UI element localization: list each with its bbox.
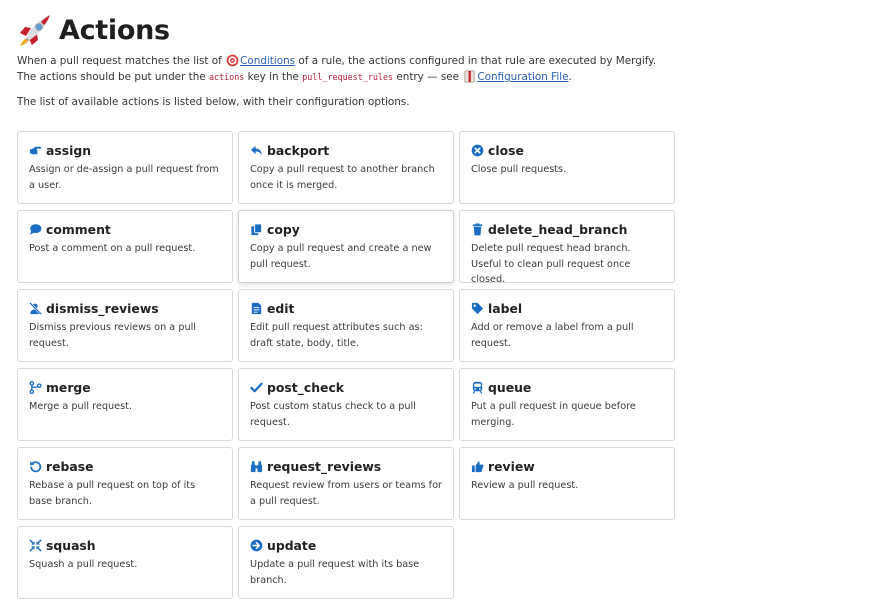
circle-x-icon [471,144,484,157]
rotate-left-icon [29,460,42,473]
action-card-assign[interactable] [17,131,233,204]
edit-document-icon [250,302,263,315]
configuration-file-link[interactable]: Configuration File [477,71,569,83]
action-title: assign [46,142,92,158]
action-title: delete_head_branch [488,221,628,237]
conditions-link[interactable]: Conditions [240,55,296,67]
action-card-rebase[interactable] [17,447,233,520]
action-card-merge[interactable] [17,368,233,441]
reply-arrow-icon [250,144,263,157]
action-description: Close pull requests. [471,164,567,175]
thumbs-up-icon [471,460,484,473]
action-title: rebase [46,458,94,474]
action-card-edit[interactable] [238,289,454,362]
page-title: Actions [59,14,170,46]
action-title: dismiss_reviews [46,300,159,316]
action-card-queue[interactable] [459,368,675,441]
action-description: Update a pull request with its base branch. [250,559,420,586]
action-card-label[interactable] [459,289,675,362]
pull-request-rules-code: pull_request_rules [302,72,394,82]
intro-text-3: key in the [247,71,299,83]
action-title: label [488,300,523,316]
page-header [17,10,170,50]
action-title: edit [267,300,295,316]
book-icon [463,70,476,83]
action-title: comment [46,221,111,237]
action-description: Assign or de-assign a pull request from a user. [29,164,219,191]
git-merge-icon [29,381,42,394]
action-title: queue [488,379,532,395]
action-card-dismiss-reviews[interactable] [17,289,233,362]
action-title: close [488,142,524,158]
action-title: squash [46,537,96,553]
binoculars-icon [250,460,263,473]
action-description: Copy a pull request and create a new pull request. [250,243,432,270]
tag-icon [471,302,484,315]
intro-paragraph [17,53,677,85]
action-description: Add or remove a label from a pull request. [471,322,634,349]
action-description: Delete pull request head branch. Useful to clean pull request once closed. [471,243,631,285]
action-card-post-check[interactable] [238,368,454,441]
action-description: Review a pull request. [471,480,579,491]
action-card-delete-head-branch[interactable] [459,210,675,283]
target-icon [226,54,239,67]
action-card-close[interactable] [459,131,675,204]
rocket-icon [17,12,53,48]
user-slash-icon [29,302,42,315]
intro-text-1: When a pull request matches the list of [17,55,222,67]
action-card-copy[interactable] [238,210,454,283]
action-description: Edit pull request attributes such as: draft state, body, title. [250,322,423,349]
action-card-comment[interactable] [17,210,233,283]
action-description: Dismiss previous reviews on a pull request. [29,322,196,349]
actions-grid [17,131,675,599]
checkmark-icon [250,381,263,394]
action-title: request_reviews [267,458,382,474]
hand-pointing-icon [29,144,42,157]
action-card-request-reviews[interactable] [238,447,454,520]
action-title: update [267,537,317,553]
trash-icon [471,223,484,236]
action-description: Post custom status check to a pull request. [250,401,416,428]
action-description: Put a pull request in queue before merging. [471,401,636,428]
action-card-update[interactable] [238,526,454,599]
action-title: copy [267,221,300,237]
action-description: Squash a pull request. [29,559,138,570]
action-description: Rebase a pull request on top of its base branch. [29,480,196,507]
action-title: merge [46,379,91,395]
intro-paragraph-2: The list of available actions is listed below, with their configuration options. [17,96,410,108]
circle-arrow-right-icon [250,539,263,552]
action-description: Copy a pull request to another branch once it is merged. [250,164,435,191]
speech-bubble-icon [29,223,42,236]
intro-text-5: . [568,71,572,83]
compress-arrows-icon [29,539,42,552]
action-card-squash[interactable] [17,526,233,599]
action-card-backport[interactable] [238,131,454,204]
action-title: review [488,458,535,474]
action-title: post_check [267,379,345,395]
action-card-review[interactable] [459,447,675,520]
action-description: Request review from users or teams for a pull request. [250,480,442,507]
intro-text-2: of a rule, the actions configured in that rule are executed by Mergify. The actions should be put under the [17,55,657,83]
actions-code: actions [209,72,245,82]
intro-text-4: entry — see [396,71,460,83]
action-description: Post a comment on a pull request. [29,243,196,254]
action-title: backport [267,142,330,158]
action-description: Merge a pull request. [29,401,132,412]
train-icon [471,381,484,394]
copy-documents-icon [250,223,263,236]
